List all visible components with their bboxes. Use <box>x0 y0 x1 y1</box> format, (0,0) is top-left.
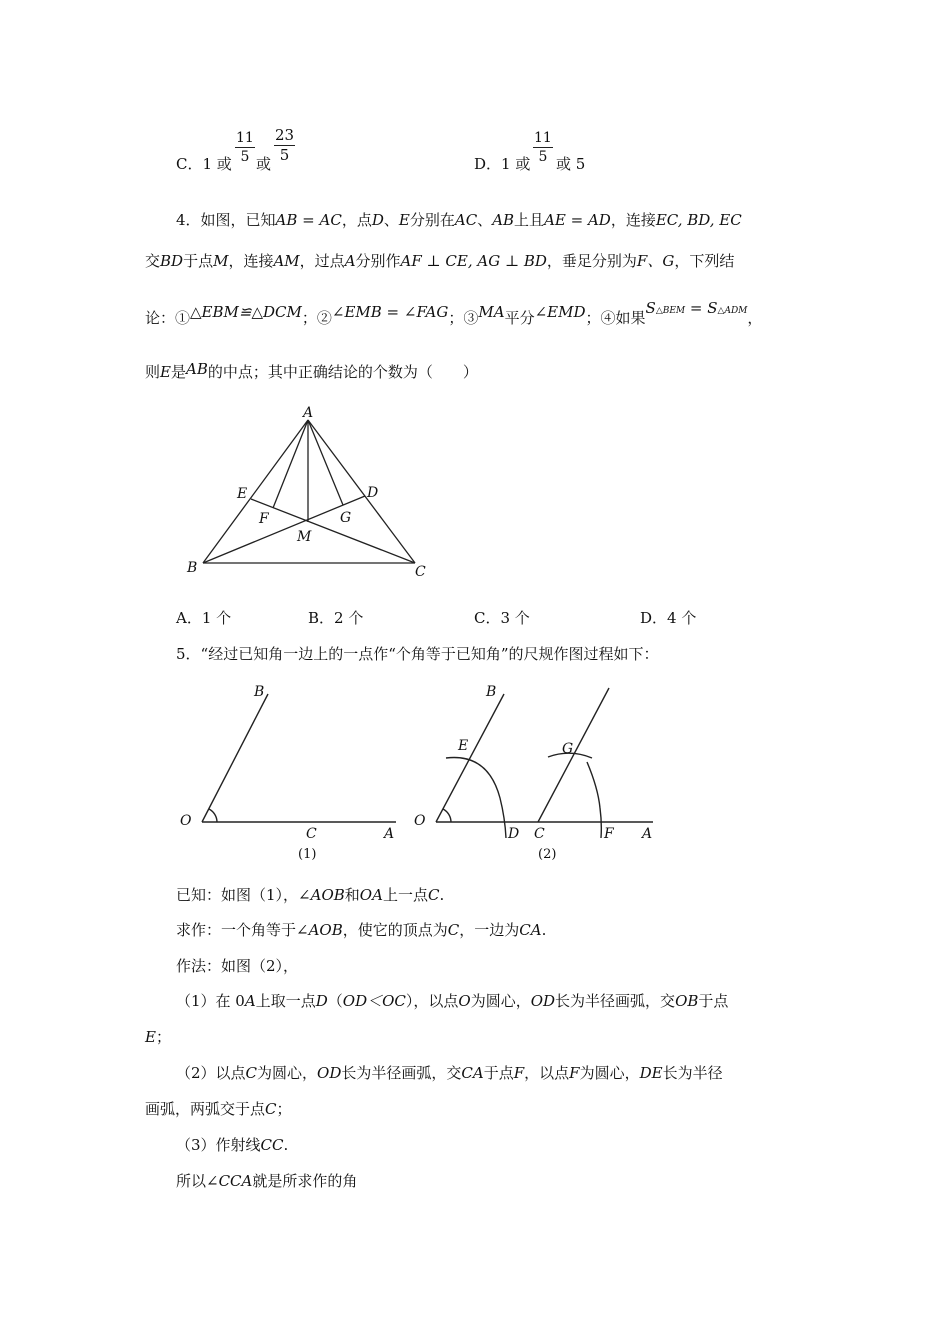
fig2-label-c: C <box>534 826 545 842</box>
q5-method: 作法：如图（2）， <box>176 957 299 975</box>
label-a: A <box>303 405 314 421</box>
label-g: G <box>340 510 352 526</box>
ray-ob <box>202 694 268 822</box>
q4-line-4: 则E是AB的中点；其中正确结论的个数为（ ） <box>145 360 478 381</box>
label-e: E <box>237 486 248 502</box>
q4-line-3: 论：①△EBM≌△DCM；②∠EMB = ∠FAG；③MA平分∠EMD；④如果S△BEM = S△ADM， <box>145 299 763 327</box>
q4-option-b: B．2 个 <box>308 609 364 627</box>
q3-c-fraction-2: $\frac{23}{5}$ <box>275 126 295 164</box>
q5-conclusion: 所以∠CCA就是所求作的角 <box>176 1172 358 1190</box>
q5-step-3: （3）作射线CC. <box>176 1136 289 1154</box>
fig2-label-g: G <box>562 741 574 757</box>
q3-c-fraction-1: $\frac{11}{5}$ <box>236 130 254 165</box>
fig2-caption: (2) <box>538 847 557 862</box>
fig2-label-b: B <box>486 684 497 700</box>
q5-given: 已知：如图（1），∠AOB和OA上一点C. <box>176 886 445 904</box>
q4-option-a: A．1 个 <box>176 609 232 627</box>
fig1-label-o: O <box>180 813 192 829</box>
q5-title: 5．“经过已知角一边上的一点作“个角等于已知角”的尺规作图过程如下： <box>176 645 659 663</box>
angle-mark <box>209 809 217 822</box>
fig2-label-f: F <box>604 826 614 842</box>
q3-option-d-prefix: 1 或 <box>501 155 531 173</box>
fig1-label-b: B <box>254 684 265 700</box>
q3-option-c <box>176 153 232 174</box>
q3-d-fraction: $\frac{11}{5}$ <box>534 130 552 165</box>
label-b: B <box>187 560 198 576</box>
q5-step-2-cont: 画弧，两弧交于点C； <box>145 1100 292 1118</box>
fig1-label-a: A <box>384 826 395 842</box>
arc-gf <box>587 762 601 838</box>
label-d: D <box>367 485 379 501</box>
q3-option-d-label: D． <box>474 155 502 173</box>
q4-line-2: 交BD于点M，连接AM，过点A分别作AF ⊥ CE, AG ⊥ BD，垂足分别为F、G，下列结 <box>145 252 735 270</box>
fig1-caption: (1) <box>298 847 317 862</box>
fig2-label-d: D <box>508 826 520 842</box>
segment-af <box>273 420 308 508</box>
angle-mark-2 <box>443 809 451 822</box>
q4-option-d: D．4 个 <box>640 609 697 627</box>
q5-figure-1 <box>170 678 405 866</box>
segment-ag <box>308 420 343 505</box>
q4-triangle-figure <box>175 400 445 585</box>
q4-line-1: 4．如图，已知AB = AC，点D、E分别在AC、AB上且AE = AD，连接EC, BD, EC <box>176 211 742 229</box>
label-c: C <box>415 564 426 580</box>
q3-option-d-suffix: 或 5 <box>556 155 586 173</box>
q3-option-c-label: C． <box>176 155 203 173</box>
fig2-label-o: O <box>414 813 426 829</box>
q3-option-c-mid: 或 <box>256 155 272 173</box>
q5-step-1: （1）在 0A上取一点D（OD＜OC），以点O为圆心，OD长为半径画弧，交OB于点 <box>176 992 729 1010</box>
fig2-label-a: A <box>642 826 653 842</box>
q3-option-d <box>474 153 530 174</box>
fig1-label-c: C <box>306 826 317 842</box>
q5-step-1-cont: E； <box>145 1028 171 1046</box>
q5-figure-2 <box>410 678 660 866</box>
q3-option-c-prefix: 1 或 <box>202 155 232 173</box>
arc-de <box>446 758 506 839</box>
q5-find: 求作：一个角等于∠AOB，使它的顶点为C，一边为CA. <box>176 921 547 939</box>
label-f: F <box>259 511 269 527</box>
fig2-label-e: E <box>458 738 469 754</box>
ray-cc <box>538 688 609 822</box>
q4-option-c: C．3 个 <box>474 609 530 627</box>
label-m: M <box>297 529 312 545</box>
q5-step-2: （2）以点C为圆心，OD长为半径画弧，交CA于点F，以点F为圆心，DE长为半径 <box>176 1064 723 1082</box>
